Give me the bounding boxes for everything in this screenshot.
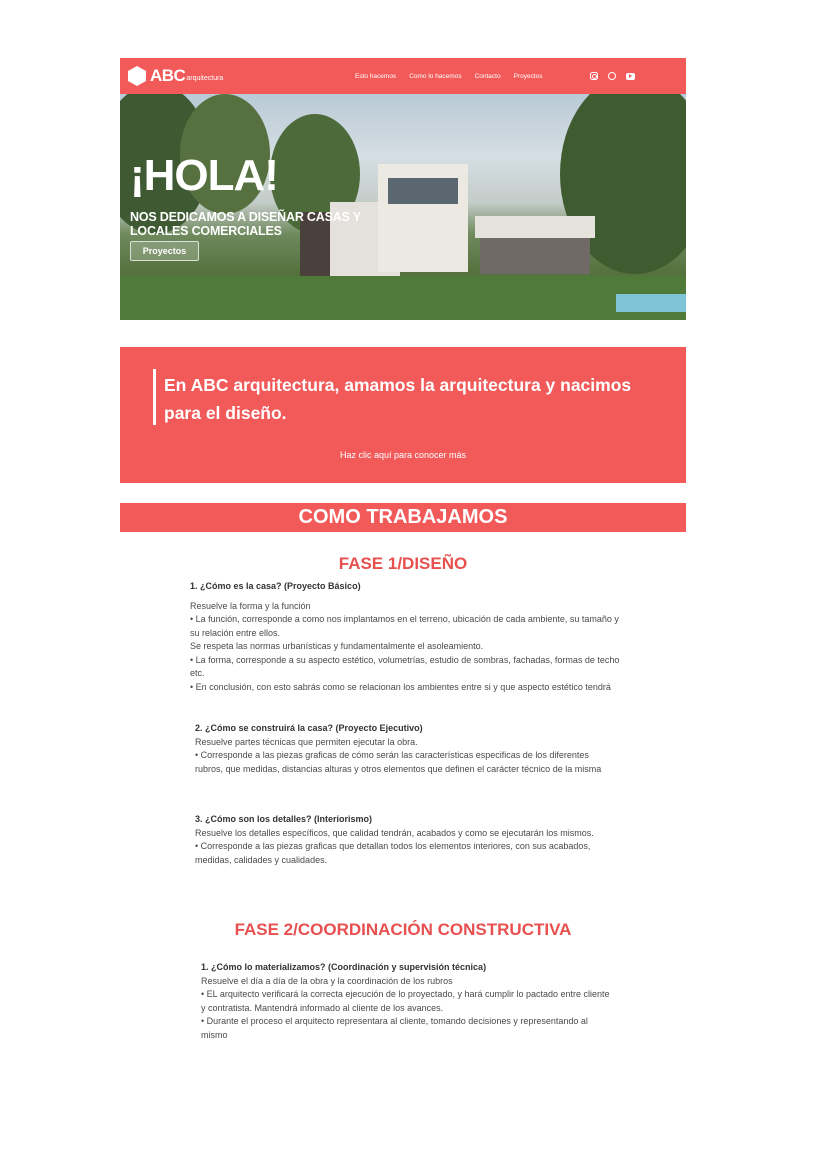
hero-lawn — [120, 276, 686, 320]
item-text: Resuelve el día a día de la obra y la coordinación de los rubros — [201, 975, 453, 986]
logo-subtext: arquitectura — [186, 75, 224, 82]
projects-button[interactable]: Proyectos — [130, 241, 199, 261]
house-garage — [480, 238, 590, 274]
item-heading: 3. ¿Cómo son los detalles? (Interiorismo) — [195, 814, 373, 824]
item-text: • En conclusión, con esto sabrás como se relacionan los ambientes entre si y que aspecto estético tendrá — [190, 681, 611, 692]
item-text: • EL arquitecto verificará la correcta ejecución de lo proyectado, y hará cumplir lo pactado entre cliente y contratista. Mantendrá informado al cliente de los avances. — [201, 989, 610, 1013]
logo-text: ABC — [150, 66, 186, 85]
hero-title: ¡HOLA! — [130, 151, 278, 200]
phase-1-item-1 — [190, 580, 620, 694]
item-text: Resuelve la forma y la función — [190, 600, 311, 611]
phase-2-title: FASE 2/COORDINACIÓN CONSTRUCTIVA — [234, 920, 572, 939]
logo[interactable] — [128, 66, 223, 86]
item-text: • La forma, corresponde a su aspecto estético, volumetrías, estudio de sombras, fachadas, formas de techo etc. — [190, 654, 620, 678]
phase-1-title: FASE 1/DISEÑO — [338, 554, 468, 573]
site-header — [120, 58, 686, 94]
page — [120, 58, 686, 1040]
phase-1-item-3 — [195, 813, 605, 867]
item-text: • La función, corresponde a como nos implantamos en el terreno, ubicación de cada ambiente, su tamaño y su relación entre ellos. — [190, 614, 619, 638]
house-window — [388, 178, 458, 204]
phase-1-item-2 — [195, 722, 610, 776]
instagram-icon[interactable] — [590, 72, 598, 80]
item-text: • Corresponde a las piezas graficas de cómo serán las características especificas de los diferentes rubros, que medidas, distancias alturas y otros elementos que definen el carácter técnico de la misma — [195, 750, 602, 774]
item-heading: 2. ¿Cómo se construirá la casa? (Proyecto Ejecutivo) — [195, 723, 423, 733]
item-text: Se respeta las normas urbanísticas y fundamentalmente el asoleamiento. — [190, 641, 484, 651]
quote-bar — [153, 369, 156, 425]
about-banner — [120, 347, 686, 483]
nav-link-proyectos[interactable]: Proyectos — [513, 72, 543, 80]
item-text: • Durante el proceso el arquitecto representara al cliente, tomando decisiones y representando al mismo — [201, 1016, 588, 1040]
hero-pool — [616, 294, 686, 312]
hero-banner — [120, 94, 686, 320]
learn-more-link[interactable]: Haz clic aquí para conocer más — [339, 450, 467, 460]
hexagon-logo-icon — [128, 66, 146, 86]
youtube-icon[interactable] — [626, 73, 635, 80]
nav-link-esto-hacemos[interactable]: Esto hacemos — [355, 72, 397, 80]
phase-2-item-1 — [201, 961, 616, 1042]
item-text: Resuelve partes técnicas que permiten ejecutar la obra. — [195, 736, 418, 747]
nav-link-como-lo-hacemos[interactable]: Como lo hacemos — [409, 72, 462, 80]
house-roof — [475, 216, 595, 238]
section-title: COMO TRABAJAMOS — [120, 503, 686, 532]
item-text: • Corresponde a las piezas graficas que detallan todos los elementos interiores, con sus acabados, medidas, calidades y cualidades. — [195, 841, 591, 865]
item-heading: 1. ¿Cómo lo materializamos? (Coordinación y supervisión técnica) — [201, 962, 487, 972]
nav-link-contacto[interactable]: Contacto — [474, 72, 501, 80]
hero-subtitle: NOS DEDICAMOS A DISEÑAR CASAS Y LOCALES COMERCIALES — [130, 210, 361, 238]
whatsapp-icon[interactable] — [608, 72, 616, 80]
social-links — [590, 58, 635, 94]
main-nav — [355, 58, 543, 94]
item-heading: 1. ¿Cómo es la casa? (Proyecto Básico) — [190, 581, 361, 591]
item-text: Resuelve los detalles específicos, que calidad tendrán, acabados y como se ejecutarán los mismos. — [195, 827, 594, 838]
about-quote: En ABC arquitectura, amamos la arquitectura y nacimos para el diseño. — [164, 375, 632, 423]
